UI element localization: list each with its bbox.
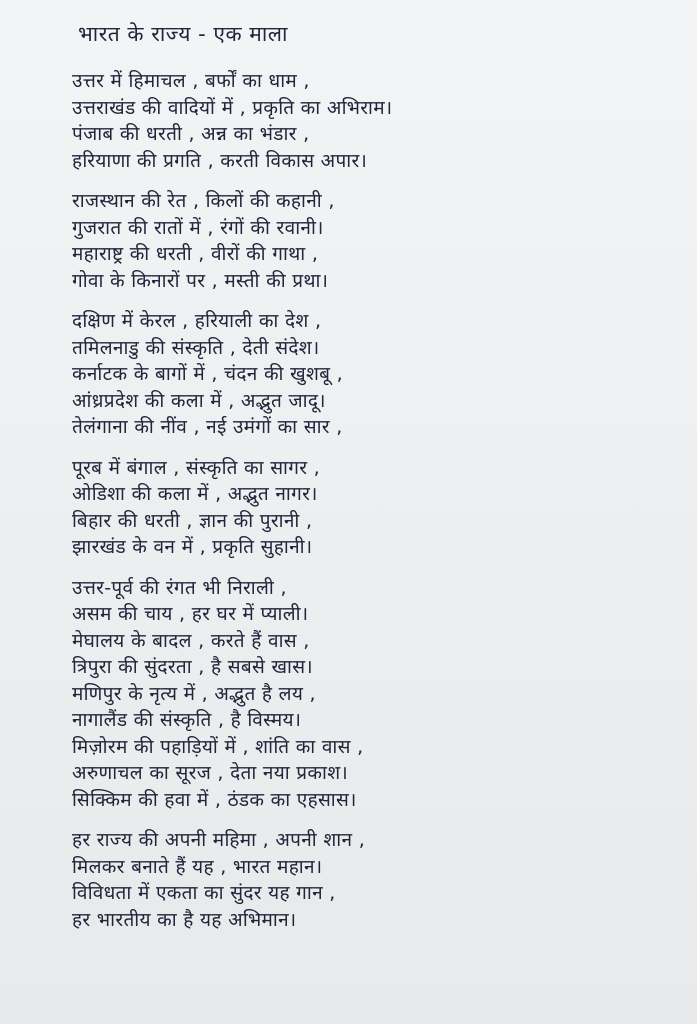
poem-line: आंध्रप्रदेश की कला में , अद्भुत जादू। bbox=[72, 389, 326, 412]
poem-line: मणिपुर के नृत्य में , अद्भुत है लय , bbox=[72, 682, 316, 705]
poem-line: नागालैंड की संस्कृति , है विस्मय। bbox=[72, 709, 302, 731]
poem-line: राजस्थान की रेत , किलों की कहानी , bbox=[72, 190, 335, 212]
poem-line: दक्षिण में केरल , हरियाली का देश , bbox=[72, 310, 322, 332]
poem-line: विविधता में एकता का सुंदर यह गान , bbox=[72, 882, 336, 904]
poem-line: उत्तराखंड की वादियों में , प्रकृति का अभिराम। bbox=[72, 96, 393, 119]
poem-title: भारत के राज्य - एक माला bbox=[78, 22, 288, 46]
poem-line: पंजाब की धरती , अन्न का भंडार , bbox=[72, 123, 310, 145]
poem-line: हरियाणा की प्रगति , करती विकास अपार। bbox=[72, 149, 368, 172]
poem-line: तमिलनाडु की संस्कृति , देती संदेश। bbox=[72, 336, 320, 359]
poem-line: कर्नाटक के बागों में , चंदन की खुशबू , bbox=[72, 363, 343, 385]
poem-line: मेघालय के बादल , करते हैं वास , bbox=[72, 629, 310, 652]
poem-body bbox=[72, 68, 667, 933]
poem-line: हर भारतीय का है यह अभिमान। bbox=[72, 908, 297, 931]
stanza bbox=[72, 455, 667, 561]
poem-line: सिक्किम की हवा में , ठंडक का एहसास। bbox=[72, 788, 357, 811]
poem-line: बिहार की धरती , ज्ञान की पुरानी , bbox=[72, 509, 313, 532]
poem-line: असम की चाय , हर घर में प्याली। bbox=[72, 603, 309, 625]
stanza bbox=[72, 188, 667, 294]
poem-line: उत्तर में हिमाचल , बर्फों का धाम , bbox=[72, 70, 310, 92]
poem-line: उत्तर-पूर्व की रंगत भी निराली , bbox=[72, 576, 287, 599]
stanza bbox=[72, 575, 667, 814]
poem-line: ओडिशा की कला में , अद्भुत नागर। bbox=[72, 483, 318, 505]
stanza bbox=[72, 308, 667, 441]
poem-line: मिलकर बनाते हैं यह , भारत महान। bbox=[72, 855, 323, 878]
poem-line: तेलंगाना की नींव , नई उमंगों का सार , bbox=[72, 416, 343, 438]
poem-line: झारखंड के वन में , प्रकृति सुहानी। bbox=[72, 536, 313, 558]
poem-line: अरुणाचल का सूरज , देता नया प्रकाश। bbox=[72, 762, 348, 784]
poem-line: महाराष्ट्र की धरती , वीरों की गाथा , bbox=[72, 243, 319, 265]
poem-line: हर राज्य की अपनी महिमा , अपनी शान , bbox=[72, 829, 366, 851]
poem-line: त्रिपुरा की सुंदरता , है सबसे खास। bbox=[72, 656, 313, 678]
poem-line: गोवा के किनारों पर , मस्ती की प्रथा। bbox=[72, 269, 329, 292]
stanza bbox=[72, 827, 667, 933]
poem-line: गुजरात की रातों में , रंगों की रवानी। bbox=[72, 216, 324, 239]
poem-line: पूरब में बंगाल , संस्कृति का सागर , bbox=[72, 456, 321, 479]
stanza bbox=[72, 68, 667, 174]
poem-line: मिज़ोरम की पहाड़ियों में , शांति का वास , bbox=[72, 735, 364, 758]
